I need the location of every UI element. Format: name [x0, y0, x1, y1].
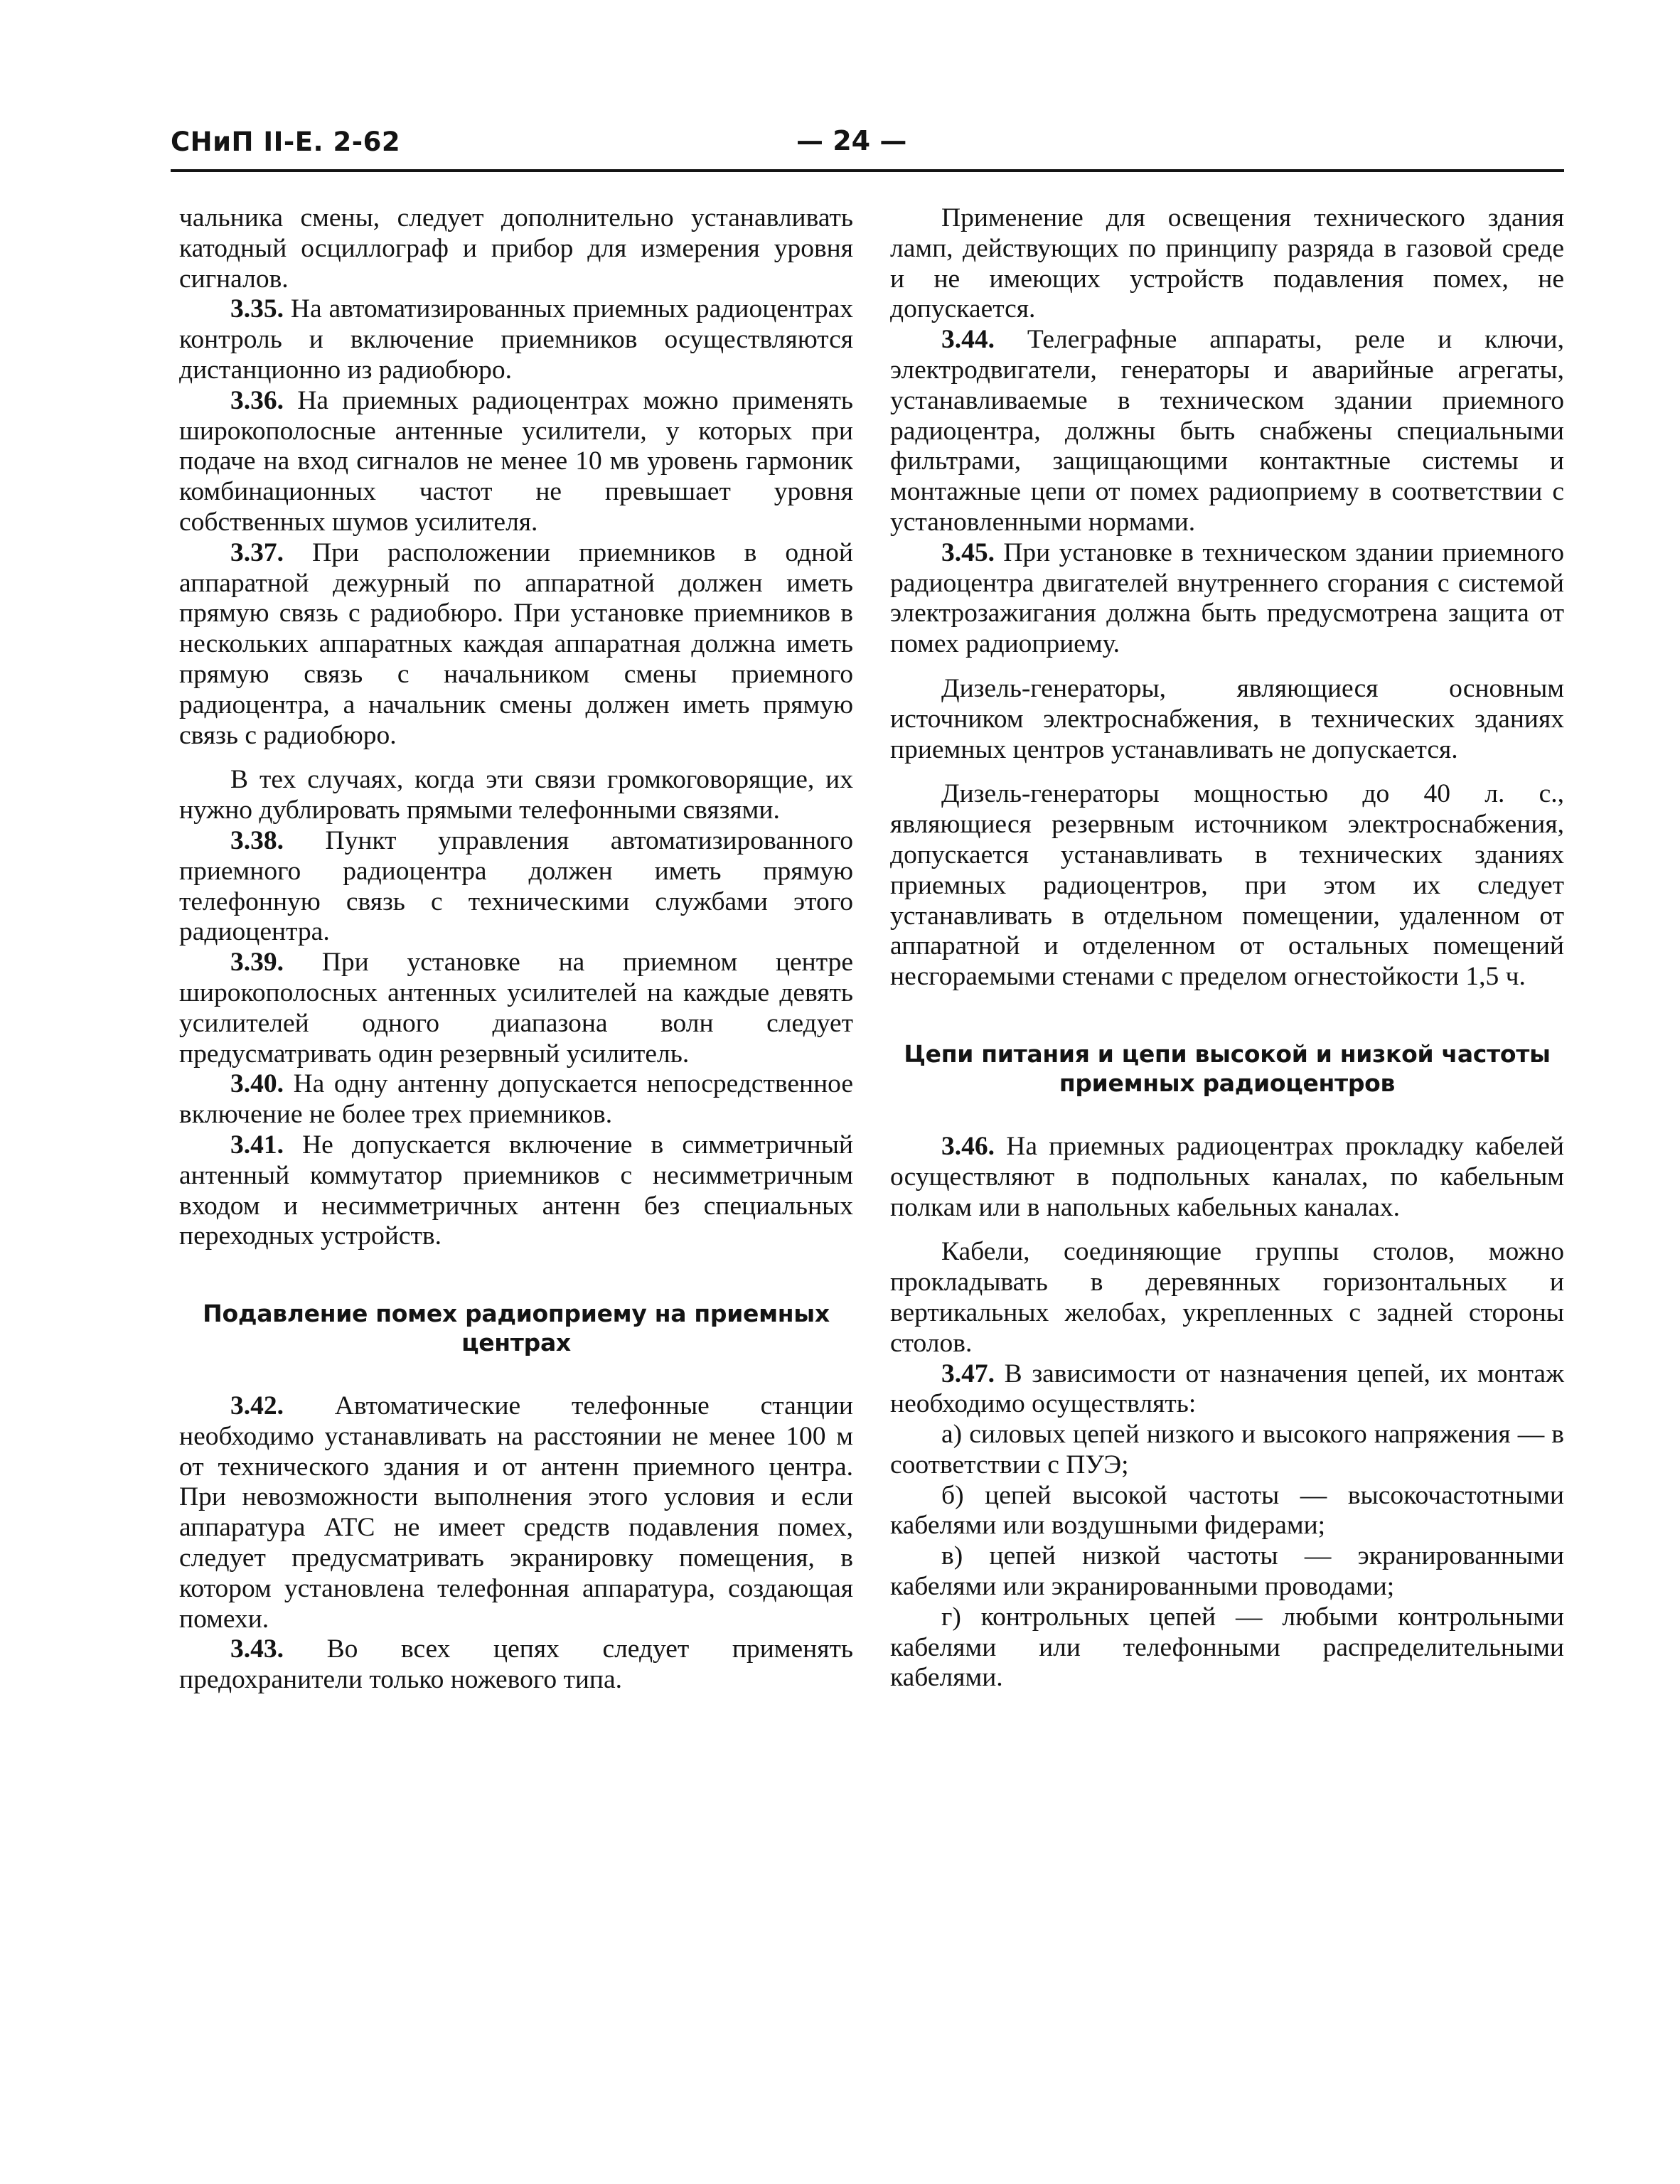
left-column: [179, 203, 853, 1696]
right-column: [890, 203, 1564, 1693]
paragraph: Кабели, соединяющие группы столов, можно прокладывать в деревянных горизонтальных и вертикальных желобах, укрепленных с задней стороны столов.: [890, 1237, 1564, 1358]
clause-text: При установке на приемном центре широкополосных антенных усилителей на каждые девять усилителей одного диапазона волн следует предусматривать один резервный усилитель.: [179, 948, 853, 1069]
list-item-c: в) цепей низкой частоты — экранированными кабелями или экранированными проводами;: [890, 1541, 1564, 1602]
page-header: [171, 127, 1564, 171]
clause-number: 3.42.: [230, 1391, 284, 1421]
section-heading: Подавление помех радиоприему на приемных центрах: [203, 1300, 830, 1357]
clause-3-45: [890, 538, 1564, 660]
clause-number: 3.46.: [941, 1131, 995, 1161]
clause-3-46: [890, 1132, 1564, 1223]
clause-number: 3.39.: [230, 948, 284, 978]
clause-3-35: [179, 294, 853, 385]
header-divider: [171, 169, 1564, 172]
clause-3-40: [179, 1069, 853, 1130]
clause-text: Пункт управления автоматизированного приемного радиоцентра должен иметь прямую телефонную связь с техническими службами этого радиоцентра.: [179, 825, 853, 947]
clause-number: 3.40.: [230, 1069, 284, 1099]
clause-3-41: [179, 1130, 853, 1252]
clause-text: На приемных радиоцентрах прокладку кабелей осуществляют в подпольных каналах, по кабельным полкам или в напольных кабельных каналах.: [890, 1131, 1564, 1222]
list-item-a: а) силовых цепей низкого и высокого напряжения — в соответствии с ПУЭ;: [890, 1420, 1564, 1479]
clause-3-44: [890, 325, 1564, 538]
clause-text: В зависимости от назначения цепей, их монтаж необходимо осуществлять:: [890, 1359, 1564, 1419]
paragraph: Применение для освещения технического здания ламп, действующих по принципу разряда в газовой среде и не имеющих устройств подавления помех, не допускается.: [890, 203, 1564, 324]
paragraph: В тех случаях, когда эти связи громкоговорящие, их нужно дублировать прямыми телефонными связями.: [179, 765, 853, 825]
clause-3-43: [179, 1634, 853, 1696]
clause-3-39: [179, 948, 853, 1069]
clause-number: 3.36.: [230, 385, 284, 415]
clause-text: На одну антенну допускается непосредственное включение не более трех приемников.: [179, 1069, 853, 1130]
clause-3-47: [890, 1359, 1564, 1420]
paragraph-continued: чальника смены, следует дополнительно устанавливать катодный осциллограф и прибор для измерения уровня сигналов.: [179, 203, 853, 294]
paragraph: Дизель-генераторы, являющиеся основным источником электроснабжения, в технических зданиях приемных центров устанавливать не допускается.: [890, 673, 1564, 764]
clause-text: На автоматизированных приемных радиоцентрах контроль и включение приемников осуществляются дистанционно из радиобюро.: [179, 294, 853, 385]
clause-text: На приемных радиоцентрах можно применять широкополосные антенные усилители, у которых при подаче на вход сигналов не менее 10 мв уровень гармоник комбинационных частот не превышает уровня собственных шумов усилителя.: [179, 385, 853, 537]
clause-text: При установке в техническом здании приемного радиоцентра двигателей внутреннего сгорания с системой электрозажигания должна быть предусмотрена защита от помех радиоприему.: [890, 537, 1564, 659]
clause-3-38: [179, 826, 853, 948]
list-item-d: г) контрольных цепей — любыми контрольными кабелями или телефонными распределительными кабелями.: [890, 1602, 1564, 1693]
clause-text: Телеграфные аппараты, реле и ключи, электродвигатели, генераторы и аварийные агрегаты, устанавливаемые в техническом здании приемного радиоцентра, должны быть снабжены специальными фильтрами, защищающими контактные системы и монтажные цепи от помех радиоприему в соответствии с установленными нормами.: [890, 325, 1564, 537]
page-number: — 24 —: [796, 125, 907, 156]
document-code: СНиП II-Е. 2-62: [171, 127, 401, 157]
clause-number: 3.41.: [230, 1130, 284, 1160]
clause-number: 3.38.: [230, 825, 284, 855]
clause-3-37: [179, 538, 853, 751]
clause-text: Не допускается включение в симметричный антенный коммутатор приемников с несимметричным входом и несимметричных антенн без специальных переходных устройств.: [179, 1130, 853, 1251]
paragraph: Дизель-генераторы мощностью до 40 л. с., являющиеся резервным источником электроснабжения, допускается устанавливать в технических зданиях приемных радиоцентров, при этом их следует устанавливать в отдельном помещении, удаленном от аппаратной и отделенном от остальных помещений несгораемыми стенами с пределом огнестойкости 1,5 ч.: [890, 779, 1564, 992]
clause-number: 3.45.: [941, 537, 995, 567]
clause-number: 3.35.: [230, 294, 284, 324]
clause-text: Во всех цепях следует применять предохранители только ножевого типа.: [179, 1634, 853, 1695]
clause-number: 3.37.: [230, 537, 284, 567]
clause-number: 3.44.: [941, 325, 995, 355]
clause-3-36: [179, 386, 853, 538]
clause-text: При расположении приемников в одной аппаратной дежурный по аппаратной должен иметь прямую связь с радиобюро. При установке приемников в нескольких аппаратных каждая аппаратная должна иметь прямую связь с начальником смены приемного радиоцентра, а начальник смены должен иметь прямую связь с радиобюро.: [179, 537, 853, 750]
clause-number: 3.43.: [230, 1634, 284, 1664]
clause-text: Автоматические телефонные станции необходимо устанавливать на расстоянии не менее 100 м от технического здания и от антенн приемного центра. При невозможности выполнения этого условия и если аппаратура АТС не имеет средств подавления помех, следует предусматривать экранировку помещения, в котором установлена телефонная аппаратура, создающая помехи.: [179, 1391, 853, 1634]
clause-3-42: [179, 1391, 853, 1634]
section-heading: Цепи питания и цепи высокой и низкой частоты приемных радиоцентров: [904, 1039, 1551, 1097]
clause-number: 3.47.: [941, 1359, 995, 1388]
list-item-b: б) цепей высокой частоты — высокочастотными кабелями или воздушными фидерами;: [890, 1480, 1564, 1541]
